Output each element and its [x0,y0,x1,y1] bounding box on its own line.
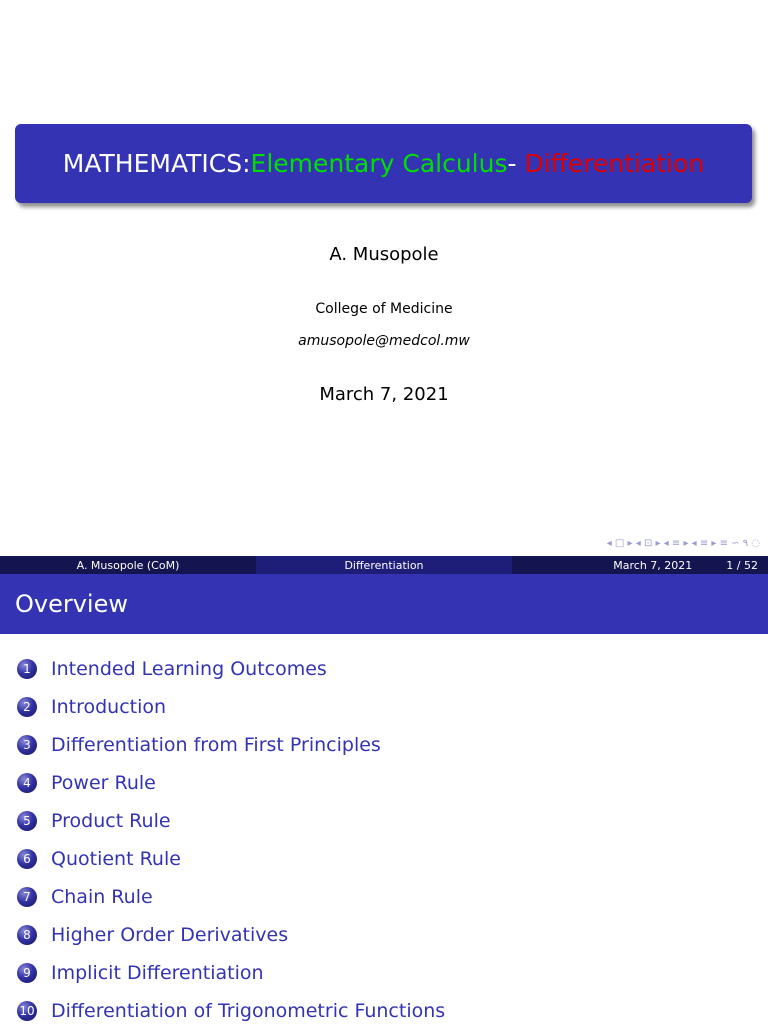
footer-date: March 7, 2021 [613,558,693,572]
toc-number-ball: 2 [17,697,37,717]
toc-link[interactable]: Implicit Differentiation [51,962,264,984]
toc-item[interactable] [17,992,757,1024]
footer-author: A. Musopole (CoM) [0,556,256,574]
toc-number-ball: 5 [17,811,37,831]
toc-link[interactable]: Differentiation of Trigonometric Functions [51,1000,446,1022]
toc-item[interactable] [17,840,757,878]
date: March 7, 2021 [319,384,449,405]
email: amusopole@medcol.mw [298,333,470,349]
toc-link[interactable]: Differentiation from First Principles [51,734,381,756]
toc-link[interactable]: Intended Learning Outcomes [51,658,327,680]
title-part-elementary-calculus: Elementary Calculus [250,149,508,178]
footer-page: 1 / 52 [726,558,758,572]
overview-heading: Overview [0,574,768,634]
footer-bar [0,556,768,574]
title-part-differentiation: Differentiation [524,149,705,178]
navigation-symbols-icon[interactable]: ◂ □ ▸ ◂ ⊡ ▸ ◂ ≡ ▸ ◂ ≡ ▸ ≡ ∽ ۹ ◌ [606,538,760,549]
toc-number-ball: 10 [17,1001,37,1021]
toc-link[interactable]: Chain Rule [51,886,153,908]
footer-title: Differentiation [256,556,512,574]
toc-link[interactable]: Product Rule [51,810,171,832]
toc-item[interactable] [17,802,757,840]
toc-item[interactable] [17,878,757,916]
toc-item[interactable] [17,650,757,688]
author: A. Musopole [329,244,439,265]
toc-number-ball: 6 [17,849,37,869]
toc-number-ball: 9 [17,963,37,983]
toc-item[interactable] [17,916,757,954]
toc-link[interactable]: Introduction [51,696,167,718]
toc-number-ball: 8 [17,925,37,945]
toc-item[interactable] [17,726,757,764]
toc-link[interactable]: Higher Order Derivatives [51,924,289,946]
toc-link[interactable]: Quotient Rule [51,848,181,870]
title-box [15,124,752,203]
institute: College of Medicine [315,301,453,317]
title-part-mathematics: MATHEMATICS: [62,149,251,178]
toc-number-ball: 1 [17,659,37,679]
toc-number-ball: 4 [17,773,37,793]
footer-right [512,556,768,574]
toc-number-ball: 7 [17,887,37,907]
toc-link[interactable]: Power Rule [51,772,156,794]
toc-item[interactable] [17,688,757,726]
toc-number-ball: 3 [17,735,37,755]
table-of-contents [17,650,757,1024]
title-part-dash: - [507,149,525,178]
toc-item[interactable] [17,954,757,992]
toc-item[interactable] [17,764,757,802]
